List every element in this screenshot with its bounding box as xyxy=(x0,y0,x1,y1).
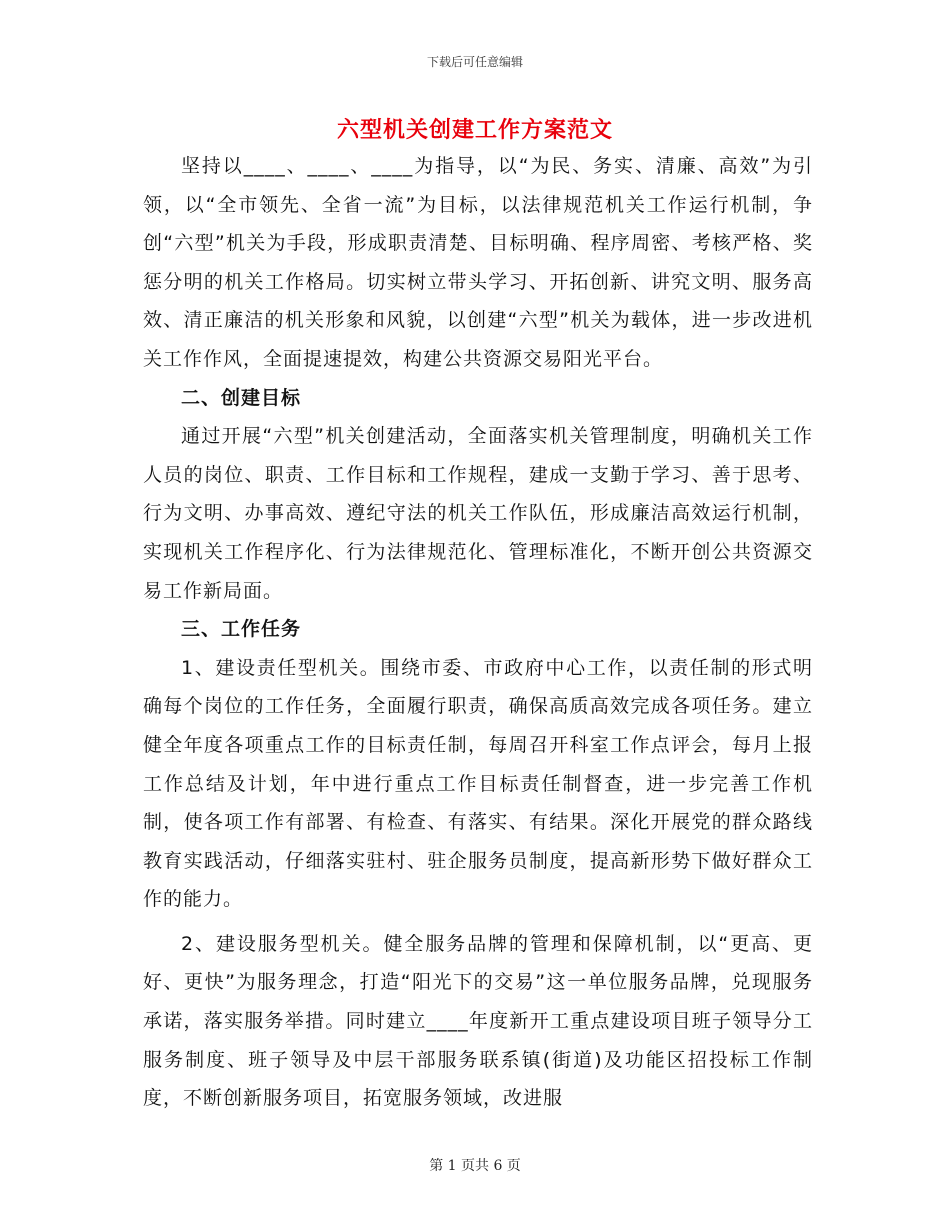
section-heading-goals: 二、创建目标 xyxy=(181,386,302,409)
page-header-note: 下载后可任意编辑 xyxy=(426,55,523,69)
page-footer-number: 第 1 页共 6 页 xyxy=(429,1158,521,1174)
document-body xyxy=(143,147,813,1118)
goals-paragraph: 通过开展“六型”机关创建活动，全面落实机关管理制度，明确机关工作人员的岗位、职责、工作目标和工作规程，建成一支勤于学习、善于思考、行为文明、办事高效、遵纪守法的机关工作队伍，形成廉洁高效运行机制，实现机关工作程序化、行为法律规范化、管理标准化，不断开创公共资源交易工作新局面。 xyxy=(143,425,813,602)
task-1-paragraph: 1、建设责任型机关。围绕市委、市政府中心工作，以责任制的形式明确每个岗位的工作任务，全面履行职责，确保高质高效完成各项任务。建立健全年度各项重点工作的目标责任制，每周召开科室工作点评会，每月上报工作总结及计划，年中进行重点工作目标责任制督查，进一步完善工作机制，使各项工作有部署、有检查、有落实、有结果。深化开展党的群众路线教育实践活动，仔细落实驻村、驻企服务员制度，提高新形势下做好群众工作的能力。 xyxy=(143,656,813,911)
section-heading-tasks: 三、工作任务 xyxy=(181,618,302,641)
document-title: 六型机关创建工作方案范文 xyxy=(336,118,613,143)
intro-paragraph: 坚持以____、____、____为指导，以“为民、务实、清廉、高效”为引领，以“全市领先、全省一流”为目标，以法律规范机关工作运行机制，争创“六型”机关为手段，形成职责清楚、目标明确、程序周密、考核严格、奖惩分明的机关工作格局。切实树立带头学习、开拓创新、讲究文明、服务高效、清正廉洁的机关形象和风貌，以创建“六型”机关为载体，进一步改进机关工作作风，全面提速提效，构建公共资源交易阳光平台。 xyxy=(143,155,813,370)
task-2-paragraph: 2、建设服务型机关。健全服务品牌的管理和保障机制，以“更高、更好、更快”为服务理念，打造“阳光下的交易”这一单位服务品牌，兑现服务承诺，落实服务举措。同时建立____年度新开工重点建设项目班子领导分工服务制度、班子领导及中层干部服务联系镇(街道)及功能区招投标工作制度，不断创新服务项目，拓宽服务领域，改进服 xyxy=(143,932,813,1110)
